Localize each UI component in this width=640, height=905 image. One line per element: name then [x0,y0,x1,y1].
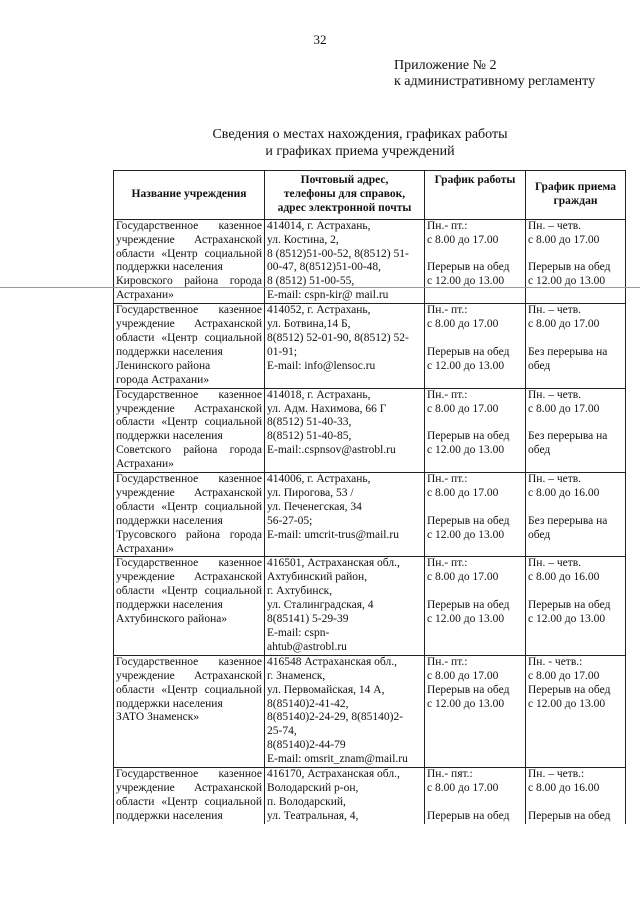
name-line: Астрахани» [116,542,174,555]
work-line: Перерыв на обед [427,261,510,274]
reception-line: с 8.00 до 17.00 [528,318,600,331]
work-line: Пн.- пт.: [427,655,468,668]
reception-line: Перерыв на обед [528,599,611,612]
work-line [427,501,523,515]
address-cell [265,655,425,767]
address-line: E-mail: cspn-kir@ mail.ru [267,289,389,302]
reception-line: Пн. – четв.: [528,768,585,781]
name-cell [114,219,265,303]
name-line: учреждение Астраханской [116,233,262,246]
address-line: 8(8512) 52-01-90, 8(8512) 52- [267,331,409,344]
address-line: 414006, г. Астрахань, [267,473,371,486]
table-row [114,655,626,767]
address-line: 414052, г. Астрахань, [267,304,371,317]
name-line: города Астрахани» [116,373,210,386]
work-line: с 8.00 до 17.00 [427,781,499,794]
work-schedule-cell [425,768,526,824]
name-line: Государственное казенное [116,557,262,570]
name-line: Астрахани» [116,458,174,471]
reception-line: обед [528,359,551,372]
work-line: Пн.- пт.: [427,304,468,317]
name-cell [114,388,265,472]
table-row [114,473,626,557]
address-line: ул. Первомайская, 14 А, [267,683,385,696]
reception-line: с 12.00 до 13.00 [528,613,606,626]
header-address-line: адрес электронной почты [277,201,412,214]
work-line: с 12.00 до 13.00 [427,359,505,372]
work-schedule-cell [425,473,526,557]
name-line: учреждение Астраханской [116,571,262,584]
reception-line: с 12.00 до 13.00 [528,275,606,288]
name-line: учреждение Астраханской [116,318,262,331]
address-line: 416170, Астраханская обл., [267,768,400,781]
work-line: Пн.- пт.: [427,473,468,486]
address-line: 416548 Астраханская обл., [267,655,397,668]
reception-schedule-cell [526,473,626,557]
reception-line: Пн. – четв. [528,388,582,401]
name-line: поддержки населения [116,430,223,443]
reception-line [528,248,623,262]
reception-line: с 8.00 до 16.00 [528,571,600,584]
table-row [114,388,626,472]
work-schedule-cell [425,219,526,303]
name-line: поддержки населения [116,809,223,822]
name-cell [114,557,265,655]
reception-schedule-cell [526,388,626,472]
work-line [427,585,523,599]
name-line: учреждение Астраханской [116,781,262,794]
reception-line: Перерыв на обед [528,261,611,274]
reception-schedule-cell [526,219,626,303]
work-line: Перерыв на обед [427,599,510,612]
work-line [427,332,523,346]
work-line: с 12.00 до 13.00 [427,444,505,457]
reception-line [528,585,623,599]
reception-schedule-cell [526,557,626,655]
address-cell [265,388,425,472]
address-line: ул. Костина, 2, [267,233,339,246]
address-line: E-mail: info@lensoc.ru [267,359,376,372]
work-line: с 8.00 до 17.00 [427,318,499,331]
address-cell [265,304,425,388]
name-cell [114,304,265,388]
table-body [114,219,626,823]
reception-line: Пн. - четв.: [528,655,583,668]
reception-line: обед [528,528,551,541]
work-line: Перерыв на обед [427,430,510,443]
name-cell [114,655,265,767]
reception-schedule-cell [526,655,626,767]
reception-line: Перерыв на обед [528,809,611,822]
address-line: E-mail: umcrit-trus@mail.ru [267,528,399,541]
scan-artifact-line [0,287,640,288]
address-line: 8(8512) 51-40-33, [267,416,352,429]
reception-line: с 8.00 до 16.00 [528,486,600,499]
table-row [114,557,626,655]
address-line: 414014, г. Астрахань, [267,219,371,232]
work-line [427,796,523,810]
reception-line: Без перерыва на [528,430,608,443]
work-line: с 8.00 до 17.00 [427,669,499,682]
work-line [427,248,523,262]
header-reception-line: График приема [534,180,617,193]
work-line: Перерыв на обед [427,809,510,822]
header-address-line: телефоны для справок, [283,187,406,200]
reception-line: с 8.00 до 17.00 [528,669,600,682]
name-line: поддержки населения [116,345,223,358]
work-line: с 12.00 до 13.00 [427,697,505,710]
work-schedule-cell [425,557,526,655]
reception-line: Пн. – четв. [528,557,582,570]
reception-line: с 8.00 до 17.00 [528,402,600,415]
address-line: 01-91; [267,345,298,358]
table-row [114,768,626,824]
address-line: ул. Адм. Нахимова, 66 Г [267,402,387,415]
address-line: E-mail: cspn- [267,627,330,639]
work-line: Пн.- пт.: [427,557,468,570]
reception-line: с 12.00 до 13.00 [528,697,606,710]
name-line: поддержки населения [116,514,223,527]
work-line: Перерыв на обед [427,345,510,358]
reception-line: Пн. – четв. [528,219,582,232]
work-line: Перерыв на обед [427,683,510,696]
name-line: области «Центр социальной [116,416,262,429]
address-line: 8(85141) 5-29-39 [267,613,349,626]
address-line: ул. Пирогова, 53 / [267,486,354,499]
address-line: ул. Ботвина,14 Б, [267,318,351,331]
address-line: п. Володарский, [267,795,346,808]
work-line [427,416,523,430]
table-row [114,219,626,303]
work-schedule-cell [425,655,526,767]
header-name: Название учреждения [114,171,265,220]
address-line: 416501, Астраханская обл., [267,557,400,570]
name-line: Астрахани» [116,289,174,302]
header-reception-schedule [526,171,626,220]
name-line: поддержки населения [116,261,223,274]
address-line: 8(85140)2-41-42, [267,697,349,710]
address-line: Володарский р-он, [267,781,359,794]
address-line: 8(85140)2-24-29, 8(85140)2- [267,711,404,724]
address-line: 414018, г. Астрахань, [267,388,371,401]
document-heading [60,126,640,160]
address-line: ул. Печенегская, 34 [267,500,362,513]
heading-line-2: и графиках приема учреждений [265,144,455,159]
reception-line: Перерыв на обед [528,683,611,696]
name-line: области «Центр социальной [116,795,262,808]
header-address-line: Почтовый адрес, [300,174,389,186]
address-line: г. Ахтубинск, [267,585,333,598]
address-line: ул. Сталинградская, 4 [267,599,374,612]
header-work-schedule: График работы [425,171,526,220]
name-line: Ленинского района [116,359,211,372]
address-line: 8(85140)2-44-79 [267,739,346,752]
name-line: области «Центр социальной [116,683,262,696]
reception-line: обед [528,444,551,457]
work-line: Перерыв на обед [427,514,510,527]
heading-line-1: Сведения о местах нахождения, графиках работы [212,127,508,142]
name-line: учреждение Астраханской [116,486,262,499]
reception-line [528,501,623,515]
name-line: Советского района города [116,444,262,457]
name-line: учреждение Астраханской [116,669,262,682]
reception-line [528,416,623,430]
name-line: области «Центр социальной [116,331,262,344]
name-line: Ахтубинского района» [116,613,228,626]
name-line: Государственное казенное [116,304,262,317]
reception-schedule-cell [526,768,626,824]
address-line: ahtub@astrobl.ru [267,640,347,653]
address-line: 00-47, 8(8512)51-00-48, [267,261,382,274]
table-row [114,304,626,388]
address-cell [265,219,425,303]
work-schedule-cell [425,388,526,472]
name-line: поддержки населения [116,697,223,710]
name-line: Трусовского района города [116,528,262,541]
name-cell [114,768,265,824]
name-line: области «Центр социальной [116,500,262,513]
address-line: г. Знаменск, [267,669,326,682]
name-line: Государственное казенное [116,388,262,401]
reception-line: с 8.00 до 16.00 [528,781,600,794]
header-address [265,171,425,220]
name-line: учреждение Астраханской [116,402,262,415]
work-line: с 8.00 до 17.00 [427,486,499,499]
reception-line: Пн. – четв. [528,304,582,317]
table-header-row [114,171,626,220]
name-line: Государственное казенное [116,768,262,781]
appendix-note [394,58,634,90]
address-line: 8 (8512) 51-00-55, [267,275,355,288]
address-line: 8 (8512)51-00-52, 8(8512) 51- [267,247,409,260]
name-line: области «Центр социальной [116,247,262,260]
work-line: с 8.00 до 17.00 [427,571,499,584]
reception-line: Без перерыва на [528,514,608,527]
name-line: Государственное казенное [116,655,262,668]
address-cell [265,557,425,655]
institutions-table [113,170,626,824]
header-reception-line: граждан [553,194,598,207]
reception-line [528,332,623,346]
address-cell [265,768,425,824]
appendix-line-1: Приложение № 2 [394,58,497,73]
address-line: Ахтубинский район, [267,571,368,584]
page-number: 32 [313,32,327,47]
work-line: с 8.00 до 17.00 [427,402,499,415]
reception-line: Без перерыва на [528,345,608,358]
work-line: с 12.00 до 13.00 [427,275,505,288]
name-line: Государственное казенное [116,473,262,486]
name-line: Кировского района города [116,275,262,288]
address-line: ул. Театральная, 4, [267,809,359,822]
work-line: Пн.- пт.: [427,219,468,232]
name-line: области «Центр социальной [116,585,262,598]
reception-line: Пн. – четв. [528,473,582,486]
work-line: с 12.00 до 13.00 [427,613,505,626]
address-line: 25-74, [267,725,297,738]
appendix-line-2: к административному регламенту [394,74,596,89]
work-line: Пн.- пят.: [427,768,473,781]
work-line: с 8.00 до 17.00 [427,233,499,246]
name-cell [114,473,265,557]
name-line: Государственное казенное [116,219,262,232]
address-line: 56-27-05; [267,514,313,527]
work-line: с 12.00 до 13.00 [427,528,505,541]
address-line: E-mail: omsrit_znam@mail.ru [267,753,408,766]
name-line: поддержки населения [116,599,223,612]
work-schedule-cell [425,304,526,388]
reception-line: с 8.00 до 17.00 [528,233,600,246]
work-line: Пн.- пт.: [427,388,468,401]
address-line: 8(8512) 51-40-85, [267,430,352,443]
reception-line [528,796,623,810]
address-cell [265,473,425,557]
address-line: E-mail:.cspnsov@astrobl.ru [267,444,396,457]
name-line: ЗАТО Знаменск» [116,711,200,724]
reception-schedule-cell [526,304,626,388]
